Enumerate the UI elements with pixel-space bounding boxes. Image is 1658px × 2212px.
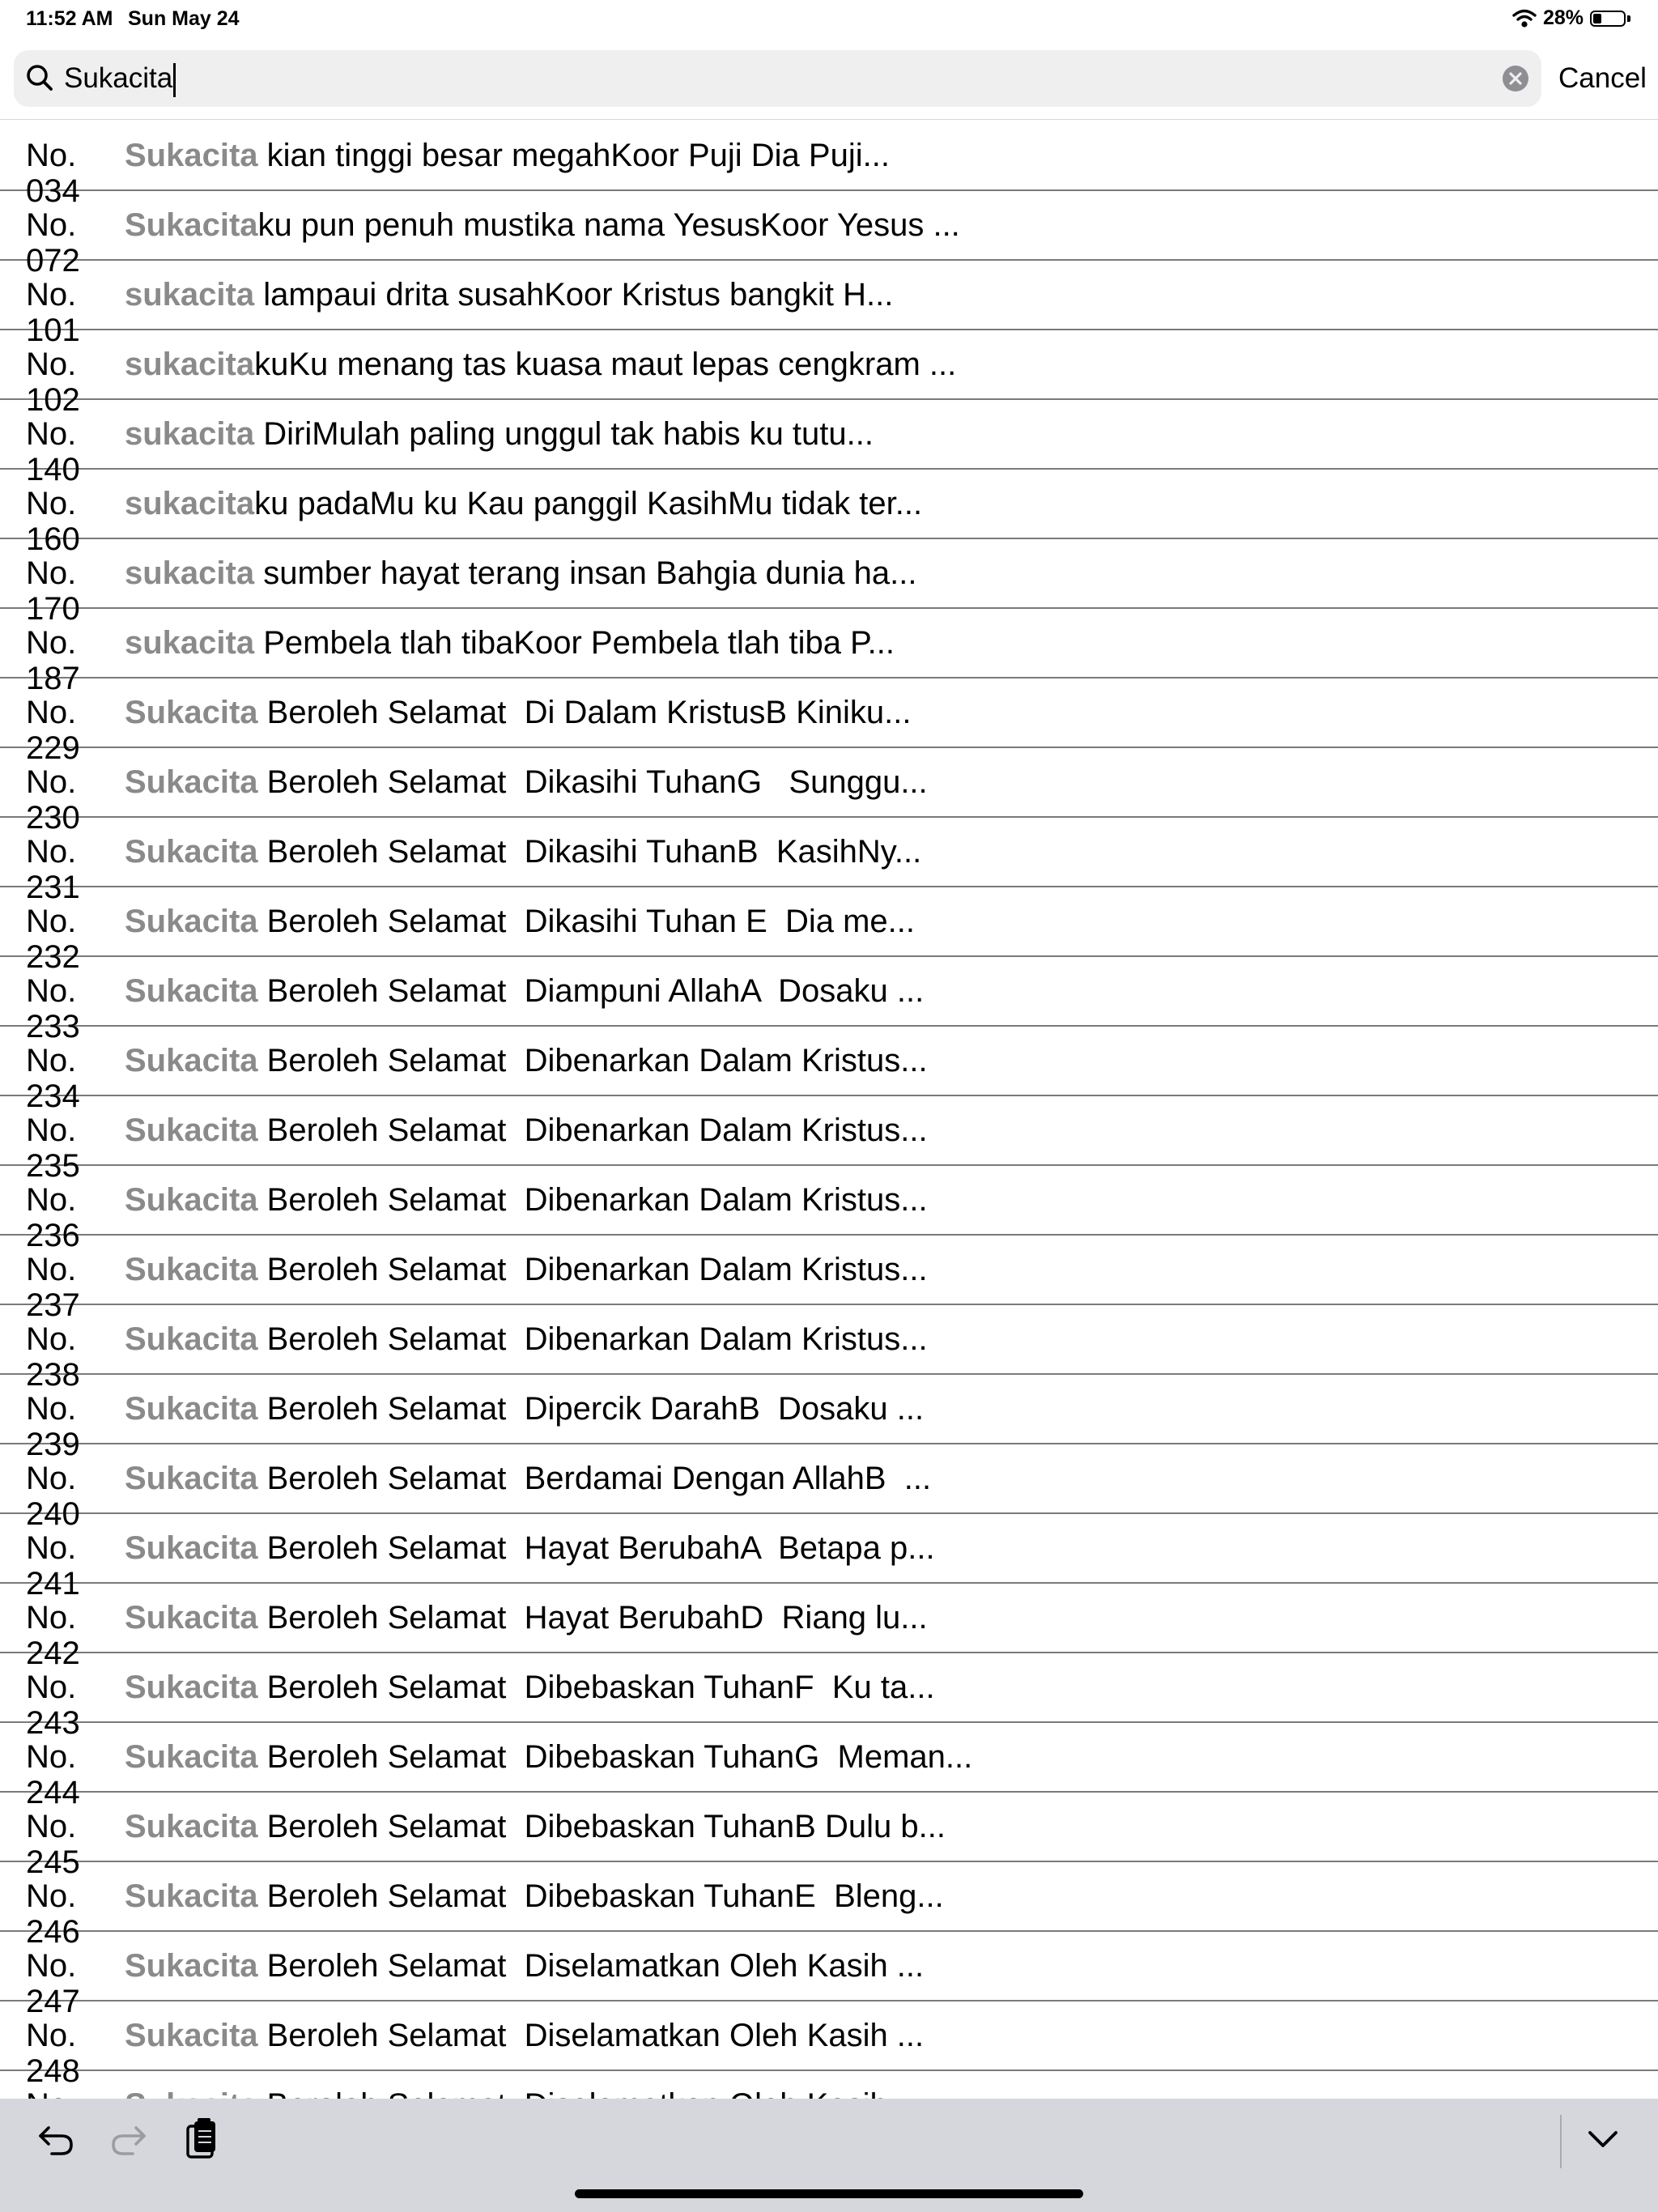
result-match: Sukacita [125, 904, 258, 939]
result-row[interactable] [0, 330, 1658, 418]
result-rest: Beroleh Selamat Dibebaskan TuhanG Meman... [257, 1739, 973, 1775]
undo-icon[interactable] [32, 2115, 81, 2163]
result-text [125, 1111, 928, 1150]
result-no-label: No. [26, 973, 77, 1009]
result-rest: Beroleh Selamat Dibenarkan Dalam Kristus... [257, 1182, 928, 1218]
result-rest: Beroleh Selamat Diselamatkan Oleh Kasih ... [257, 1948, 925, 1984]
result-number: 233 [26, 1009, 80, 1044]
result-row[interactable] [0, 1305, 1658, 1393]
result-number: 101 [26, 313, 80, 348]
result-rest: kuKu menang tas kuasa maut lepas cengkram ... [254, 347, 957, 382]
result-row[interactable] [0, 1793, 1658, 1880]
result-row[interactable] [0, 261, 1658, 348]
result-rest: Beroleh Selamat Hayat BerubahA Betapa p... [257, 1530, 935, 1566]
result-text [125, 1389, 924, 1428]
text-cursor [173, 63, 176, 97]
result-match: Sukacita [125, 1948, 258, 1984]
result-row[interactable] [0, 1932, 1658, 2019]
header-divider [0, 119, 1658, 120]
result-text [125, 1598, 928, 1637]
search-input[interactable] [64, 50, 1473, 107]
toolbar-divider [1560, 2115, 1562, 2168]
result-row[interactable] [0, 2001, 1658, 2089]
result-no-label: No. [26, 1391, 77, 1427]
result-match: Sukacita [125, 1182, 258, 1218]
result-row[interactable] [0, 400, 1658, 487]
result-rest: lampaui drita susahKoor Kristus bangkit H... [254, 277, 894, 313]
result-text [125, 1250, 928, 1289]
result-number: 234 [26, 1078, 80, 1114]
result-no-label: No. [26, 1043, 77, 1078]
result-row[interactable] [0, 1027, 1658, 1114]
result-no-label: No. [26, 1739, 77, 1775]
result-number: 232 [26, 939, 80, 975]
result-no-label: No. [26, 904, 77, 939]
result-rest: ku pun penuh mustika nama YesusKoor Yesus ... [257, 207, 960, 243]
result-rest: Beroleh Selamat Dibenarkan Dalam Kristus... [257, 1043, 928, 1078]
result-row[interactable] [0, 1514, 1658, 1602]
result-match: sukacita [125, 277, 255, 313]
result-no-label: No. [26, 555, 77, 591]
result-number: 237 [26, 1287, 80, 1323]
result-number: 245 [26, 1844, 80, 1880]
result-no-label: No. [26, 277, 77, 313]
result-no-label: No. [26, 625, 77, 661]
result-rest: DiriMulah paling unggul tak habis ku tutu... [254, 416, 874, 452]
battery-cap [1627, 15, 1630, 22]
result-rest: Beroleh Selamat Dibenarkan Dalam Kristus... [257, 1252, 928, 1287]
result-number: 246 [26, 1914, 80, 1950]
result-match: Sukacita [125, 973, 258, 1009]
result-text [125, 1807, 946, 1846]
result-row[interactable] [0, 1166, 1658, 1253]
result-text [125, 693, 912, 732]
result-match: Sukacita [125, 764, 258, 800]
result-rest: kian tinggi besar megahKoor Puji Dia Puji... [257, 138, 890, 173]
result-number: 229 [26, 730, 80, 766]
result-match: Sukacita [125, 1321, 258, 1357]
result-rest: Beroleh Selamat Dikasihi TuhanG Sunggu... [257, 764, 928, 800]
result-no-label: No. [26, 695, 77, 730]
result-no-label: No. [26, 486, 77, 521]
result-text [125, 136, 890, 175]
clipboard-icon[interactable] [178, 2115, 227, 2163]
result-no-label: No. [26, 1530, 77, 1566]
result-match: Sukacita [125, 1600, 258, 1636]
result-text [125, 1738, 972, 1776]
result-match: Sukacita [125, 1252, 258, 1287]
clear-icon[interactable] [1501, 64, 1530, 93]
result-no-label: No. [26, 138, 77, 173]
result-match: Sukacita [125, 1739, 258, 1775]
result-text [125, 1459, 931, 1498]
result-match: sukacita [125, 625, 255, 661]
result-rest: Beroleh Selamat Dibebaskan TuhanE Bleng... [257, 1878, 944, 1914]
result-match: Sukacita [125, 207, 258, 243]
result-match: Sukacita [125, 1112, 258, 1148]
result-row[interactable] [0, 539, 1658, 627]
result-no-label: No. [26, 1878, 77, 1914]
result-number: 238 [26, 1357, 80, 1393]
result-no-label: No. [26, 1670, 77, 1705]
result-match: Sukacita [125, 2018, 258, 2053]
result-text [125, 623, 895, 662]
result-row[interactable] [0, 1236, 1658, 1323]
result-text [125, 1041, 928, 1080]
result-rest: Beroleh Selamat Dibebaskan TuhanB Dulu b... [257, 1809, 946, 1844]
result-rest: ku padaMu ku Kau panggil KasihMu tidak ter... [254, 486, 923, 521]
result-rest: Beroleh Selamat Dibebaskan TuhanF Ku ta... [257, 1670, 935, 1705]
result-match: Sukacita [125, 1670, 258, 1705]
result-text [125, 275, 893, 314]
result-match: Sukacita [125, 1530, 258, 1566]
result-no-label: No. [26, 1182, 77, 1218]
result-rest: Beroleh Selamat Dipercik DarahB Dosaku ... [257, 1391, 925, 1427]
result-rest: Beroleh Selamat Diampuni AllahA Dosaku ... [257, 973, 925, 1009]
result-match: sukacita [125, 555, 255, 591]
result-no-label: No. [26, 416, 77, 452]
result-match: sukacita [125, 416, 255, 452]
result-text [125, 2016, 924, 2055]
result-row[interactable] [0, 818, 1658, 905]
result-number: 248 [26, 2053, 80, 2089]
result-match: Sukacita [125, 1043, 258, 1078]
cancel-button[interactable]: Cancel [1558, 62, 1647, 94]
result-match: Sukacita [125, 1878, 258, 1914]
search-bar[interactable] [14, 50, 1541, 107]
redo-icon[interactable] [104, 2115, 152, 2163]
result-text [125, 415, 874, 453]
result-row[interactable] [0, 957, 1658, 1044]
status-date: Sun May 24 [128, 7, 240, 30]
result-rest: Beroleh Selamat Dibenarkan Dalam Kristus... [257, 1112, 928, 1148]
result-number: 034 [26, 173, 80, 209]
result-rest: Beroleh Selamat Hayat BerubahD Riang lu... [257, 1600, 928, 1636]
result-row[interactable] [0, 1375, 1658, 1462]
result-no-label: No. [26, 1600, 77, 1636]
result-row[interactable] [0, 470, 1658, 557]
result-row[interactable] [0, 1096, 1658, 1184]
result-text [125, 484, 922, 523]
result-match: Sukacita [125, 1809, 258, 1844]
result-row[interactable] [0, 1444, 1658, 1532]
result-text [125, 554, 916, 593]
chevron-down-icon[interactable] [1579, 2115, 1627, 2163]
results-list[interactable] [0, 121, 1658, 2097]
result-text [125, 1320, 928, 1359]
result-match: Sukacita [125, 1461, 258, 1496]
result-number: 243 [26, 1705, 80, 1741]
result-row[interactable] [0, 1584, 1658, 1671]
result-number: 247 [26, 1984, 80, 2019]
home-indicator [575, 2189, 1083, 2198]
result-no-label: No. [26, 1112, 77, 1148]
result-no-label: No. [26, 347, 77, 382]
result-rest: sumber hayat terang insan Bahgia dunia ha... [254, 555, 917, 591]
result-text [125, 1529, 935, 1568]
result-rest: Pembela tlah tibaKoor Pembela tlah tiba P... [254, 625, 895, 661]
search-query: Sukacita [64, 62, 173, 94]
result-number: 239 [26, 1427, 80, 1462]
result-no-label: No. [26, 1809, 77, 1844]
result-row[interactable] [0, 748, 1658, 836]
result-number: 236 [26, 1218, 80, 1253]
result-match: sukacita [125, 347, 255, 382]
result-text [125, 1877, 944, 1916]
wifi-icon [1512, 9, 1537, 28]
result-match: Sukacita [125, 1391, 258, 1427]
result-number: 231 [26, 870, 80, 905]
result-rest: Beroleh Selamat Dikasihi Tuhan E Dia me... [257, 904, 916, 939]
status-indicators [1512, 6, 1630, 30]
result-text [125, 902, 915, 941]
result-no-label: No. [26, 834, 77, 870]
result-no-label: No. [26, 1461, 77, 1496]
result-match: sukacita [125, 486, 255, 521]
result-number: 102 [26, 382, 80, 418]
result-no-label: No. [26, 2018, 77, 2053]
result-text [125, 1668, 935, 1707]
result-no-label: No. [26, 764, 77, 800]
result-rest: Beroleh Selamat Berdamai Dengan AllahB ... [257, 1461, 932, 1496]
result-text [125, 1946, 924, 1985]
result-text [125, 832, 921, 871]
result-number: 072 [26, 243, 80, 279]
result-number: 241 [26, 1566, 80, 1602]
result-number: 170 [26, 591, 80, 627]
result-row[interactable] [0, 887, 1658, 975]
result-text [125, 206, 960, 245]
result-number: 230 [26, 800, 80, 836]
result-text [125, 972, 924, 1010]
result-no-label: No. [26, 1948, 77, 1984]
result-row[interactable] [0, 609, 1658, 696]
result-match: Sukacita [125, 834, 258, 870]
result-number: 140 [26, 452, 80, 487]
result-row[interactable] [0, 1862, 1658, 1950]
result-number: 235 [26, 1148, 80, 1184]
result-rest: Beroleh Selamat Dibenarkan Dalam Kristus... [257, 1321, 928, 1357]
result-number: 160 [26, 521, 80, 557]
result-no-label: No. [26, 1252, 77, 1287]
result-number: 240 [26, 1496, 80, 1532]
result-rest: Beroleh Selamat Di Dalam KristusB Kiniku... [257, 695, 912, 730]
result-number: 244 [26, 1775, 80, 1810]
result-row[interactable] [0, 121, 1658, 209]
search-icon [23, 62, 56, 94]
status-time: 11:52 AM [26, 7, 113, 30]
status-bar [0, 0, 1658, 40]
result-rest: Beroleh Selamat Diselamatkan Oleh Kasih ... [257, 2018, 925, 2053]
result-no-label: No. [26, 207, 77, 243]
battery-percent: 28% [1542, 6, 1584, 29]
result-text [125, 763, 928, 802]
result-rest: Beroleh Selamat Dikasihi TuhanB KasihNy... [257, 834, 922, 870]
result-row[interactable] [0, 191, 1658, 279]
result-no-label: No. [26, 1321, 77, 1357]
result-number: 187 [26, 661, 80, 696]
result-text [125, 1180, 928, 1219]
result-row[interactable] [0, 678, 1658, 766]
result-match: Sukacita [125, 695, 258, 730]
result-text [125, 345, 956, 384]
result-row[interactable] [0, 1723, 1658, 1810]
battery-icon [1590, 11, 1626, 27]
result-number: 242 [26, 1636, 80, 1671]
result-row[interactable] [0, 1653, 1658, 1741]
result-match: Sukacita [125, 138, 258, 173]
